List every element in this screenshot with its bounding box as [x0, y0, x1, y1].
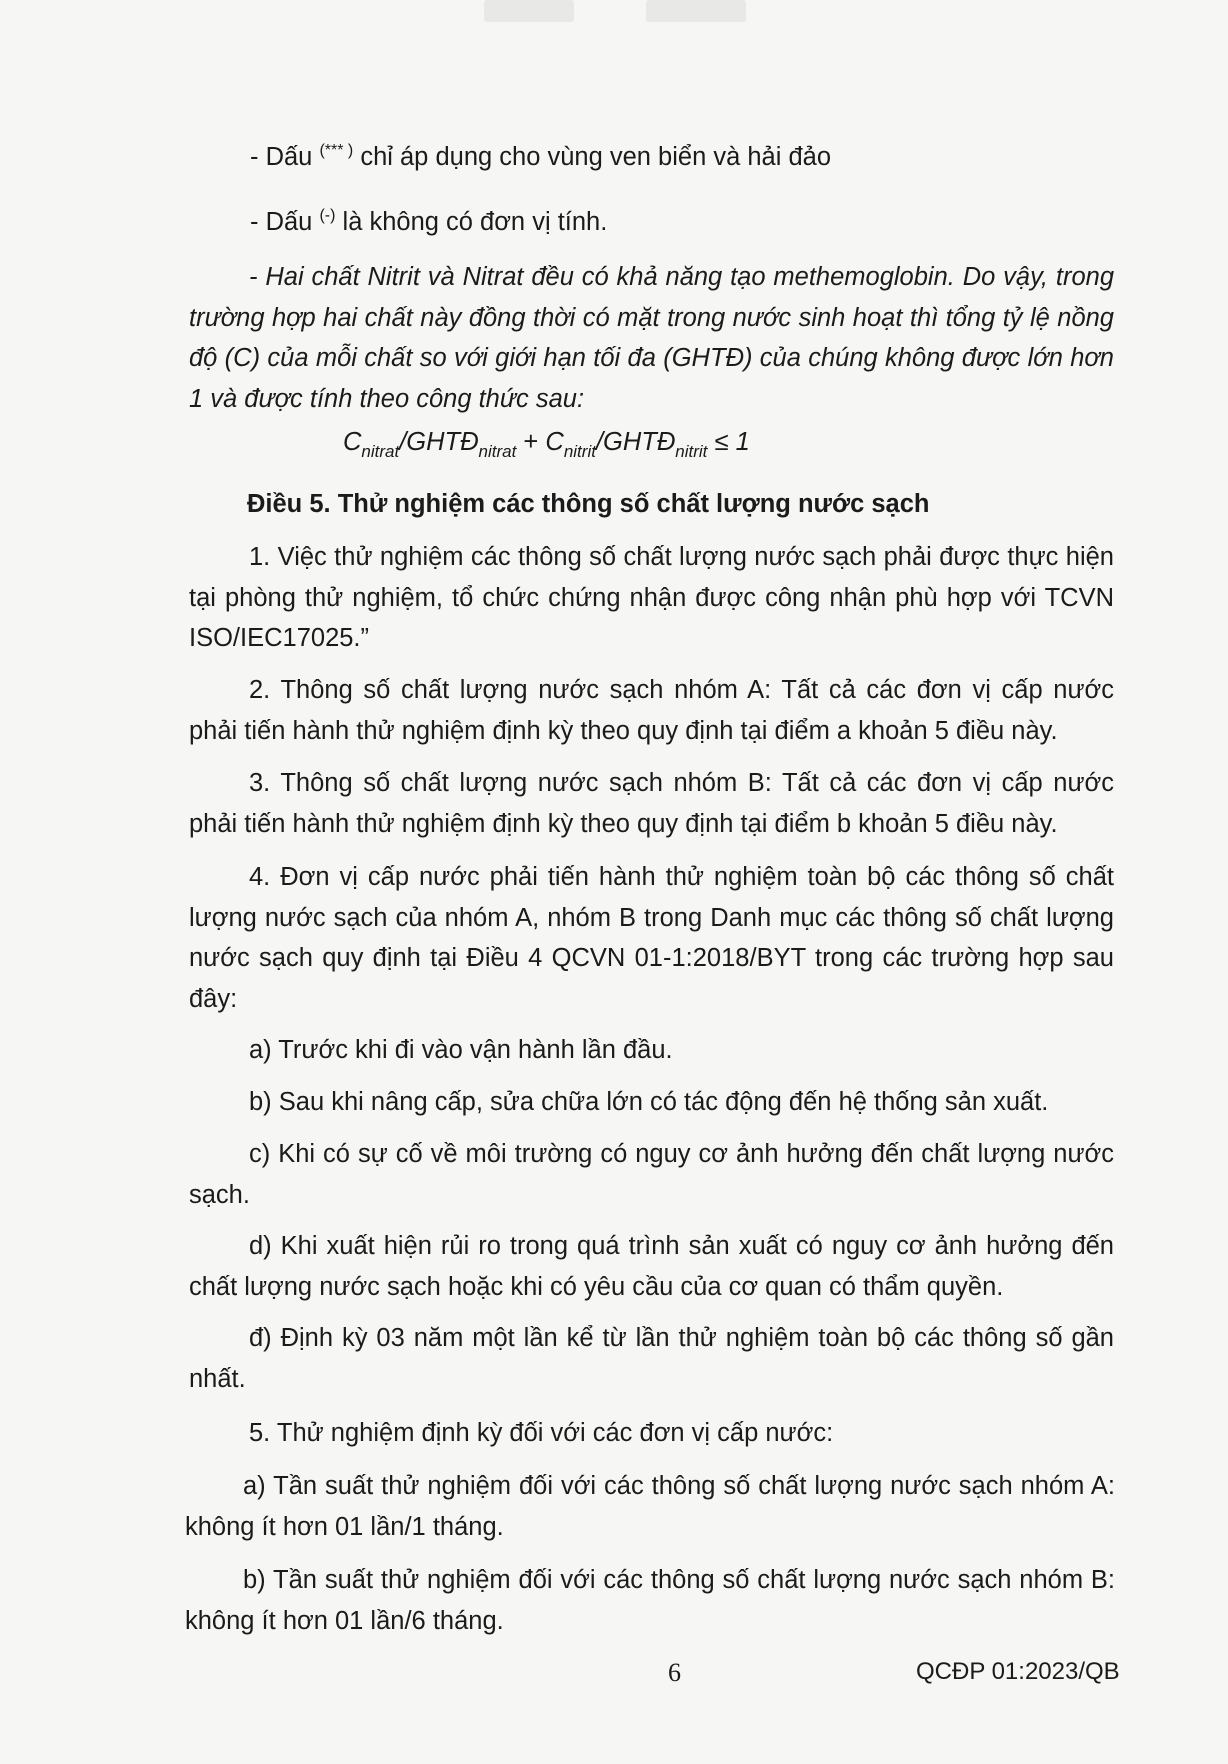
formula-subscript: nitrat — [361, 442, 400, 461]
article-paragraph-3: 3. Thông số chất lượng nước sạch nhóm B: Tất cả các đơn vị cấp nước phải tiến hành thử nghiệm định kỳ theo quy định tại điểm b khoản 5 điều này. — [189, 769, 1114, 838]
formula-operator: + — [516, 428, 546, 456]
article-heading: Điều 5. Thử nghiệm các thông số chất lượng nước sạch — [247, 490, 930, 518]
note-text: chỉ áp dụng cho vùng ven biển và hải đảo — [353, 143, 832, 171]
article-item-4c: c) Khi có sự cố về môi trường có nguy cơ ảnh hưởng đến chất lượng nước sạch. — [189, 1140, 1114, 1209]
article-item-4d: d) Khi xuất hiện rủi ro trong quá trình sản xuất có nguy cơ ảnh hưởng đến chất lượng nước sạch hoặc khi có yêu cầu của cơ quan có thẩm quyền. — [189, 1232, 1114, 1301]
formula-term: /GHTĐ — [399, 428, 479, 456]
note-prefix: - Dấu — [250, 143, 320, 171]
note-prefix: - Dấu — [250, 208, 320, 236]
article-paragraph-2: 2. Thông số chất lượng nước sạch nhóm A: Tất cả các đơn vị cấp nước phải tiến hành thử nghiệm định kỳ theo quy định tại điểm a khoản 5 điều này. — [189, 676, 1114, 745]
ratio-formula — [343, 428, 750, 461]
article-item-5a: a) Tần suất thử nghiệm đối với các thông số chất lượng nước sạch nhóm A: không ít hơn 01 lần/1 tháng. — [185, 1472, 1115, 1541]
formula-subscript: nitrit — [563, 442, 596, 461]
document-code: QCĐP 01:2023/QB — [916, 1658, 1120, 1685]
formula-subscript: nitrit — [675, 442, 708, 461]
formula-term: C — [343, 428, 362, 456]
article-item-4a: a) Trước khi đi vào vận hành lần đầu. — [249, 1036, 673, 1064]
article-paragraph-4: 4. Đơn vị cấp nước phải tiến hành thử nghiệm toàn bộ các thông số chất lượng nước sạch của nhóm A, nhóm B trong Danh mục các thông số chất lượng nước sạch quy định tại Điều 4 QCVN 01-1:2018/BYT trong các trường hợp sau đây: — [189, 863, 1114, 1013]
formula-term: /GHTĐ — [595, 428, 676, 456]
article-item-4dd: đ) Định kỳ 03 năm một lần kể từ lần thử nghiệm toàn bộ các thông số gần nhất. — [189, 1324, 1114, 1393]
page-number: 6 — [668, 1658, 681, 1687]
formula-subscript: nitrat — [478, 442, 517, 461]
article-item-4b: b) Sau khi nâng cấp, sửa chữa lớn có tác động đến hệ thống sản xuất. — [249, 1088, 1049, 1116]
note-nitrite-nitrate: - Hai chất Nitrit và Nitrat đều có khả năng tạo methemoglobin. Do vậy, trong trường hợp hai chất này đồng thời có mặt trong nước sinh hoạt thì tổng tỷ lệ nồng độ (C) của mỗi chất so với giới hạn tối đa (GHTĐ) của chúng không được lớn hơn 1 và được tính theo công thức sau: — [189, 263, 1114, 413]
note-mark: (-) — [319, 207, 336, 224]
note-dash — [250, 202, 607, 243]
note-triple-asterisk — [250, 137, 831, 178]
note-mark: (*** ) — [319, 142, 354, 159]
article-item-5b: b) Tần suất thử nghiệm đối với các thông số chất lượng nước sạch nhóm B: không ít hơn 01 lần/6 tháng. — [185, 1566, 1115, 1635]
formula-operator: ≤ 1 — [707, 428, 750, 456]
note-text: là không có đơn vị tính. — [335, 208, 608, 236]
scan-artifact — [484, 0, 574, 22]
formula-term: C — [545, 428, 564, 456]
article-paragraph-5: 5. Thử nghiệm định kỳ đối với các đơn vị cấp nước: — [249, 1419, 834, 1447]
scan-artifact — [646, 0, 746, 22]
article-paragraph-1: 1. Việc thử nghiệm các thông số chất lượng nước sạch phải được thực hiện tại phòng thử nghiệm, tổ chức chứng nhận được công nhận phù hợp với TCVN ISO/IEC17025.” — [189, 543, 1114, 652]
